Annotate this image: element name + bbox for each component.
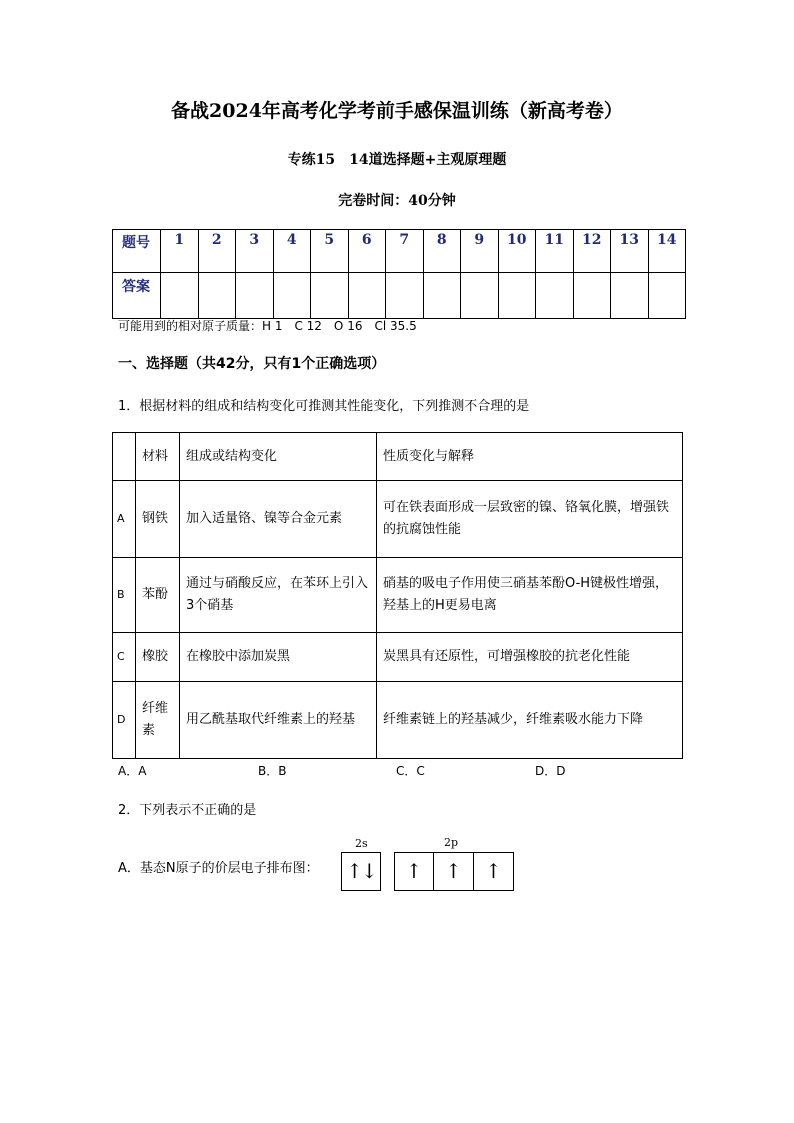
question-2-option-a: A．基态N原子的价层电子排布图： [118, 861, 319, 876]
row-property: 纤维素链上的羟基减少，纤维素吸水能力下降 [377, 682, 683, 759]
section-heading: 一、选择题（共42分，只有1个正确选项） [118, 356, 386, 372]
row-label: B [113, 558, 136, 633]
orbital-2p-label: 2p [444, 836, 459, 849]
answer-cell[interactable] [386, 273, 424, 319]
table-row [113, 481, 683, 558]
row-property: 炭黑具有还原性，可增强橡胶的抗老化性能 [377, 633, 683, 682]
question-number-cell: 10 [498, 230, 536, 273]
question-number-cell: 2 [198, 230, 236, 273]
table-header-row [113, 433, 683, 481]
row-label: C [113, 633, 136, 682]
question-number-cell: 6 [348, 230, 386, 273]
option-a[interactable]: A．A [118, 764, 147, 778]
option-d[interactable]: D．D [535, 764, 566, 778]
question-number-cell: 11 [536, 230, 574, 273]
header-cell-blank [113, 433, 136, 481]
row-change: 在橡胶中添加炭黑 [180, 633, 377, 682]
orbital-box-2s [341, 852, 381, 891]
question-number-cell: 4 [273, 230, 311, 273]
question-number-label: 题号 [113, 230, 161, 273]
question-2-stem: 2．下列表示不正确的是 [118, 803, 257, 818]
answer-cell[interactable] [423, 273, 461, 319]
row-label: A [113, 481, 136, 558]
page-subtitle: 专练15 14道选择题+主观原理题 [287, 152, 507, 168]
orbital-box-2p [394, 852, 434, 891]
answer-cell[interactable] [236, 273, 274, 319]
answer-cell[interactable] [273, 273, 311, 319]
header-cell-property: 性质变化与解释 [377, 433, 683, 481]
question-number-cell: 1 [161, 230, 199, 273]
row-property: 可在铁表面形成一层致密的镍、铬氧化膜，增强铁的抗腐蚀性能 [377, 481, 683, 558]
up-arrow-icon: ↑ [445, 859, 462, 883]
answer-cell[interactable] [611, 273, 649, 319]
answer-cell[interactable] [648, 273, 686, 319]
orbital-box-2p [473, 852, 514, 891]
table-row [113, 558, 683, 633]
answer-cell[interactable] [498, 273, 536, 319]
answer-label: 答案 [113, 273, 161, 319]
question-number-cell: 14 [648, 230, 686, 273]
orbital-2s-label: 2s [355, 837, 368, 850]
paired-arrows-icon: ↑↓ [346, 859, 376, 883]
up-arrow-icon: ↑ [405, 859, 423, 883]
question-number-cell: 8 [423, 230, 461, 273]
table-row [113, 682, 683, 759]
question-number-cell: 9 [461, 230, 499, 273]
question-number-cell: 13 [611, 230, 649, 273]
row-change: 用乙酰基取代纤维素上的羟基 [180, 682, 377, 759]
header-cell-material: 材料 [136, 433, 180, 481]
row-property: 硝基的吸电子作用使三硝基苯酚O-H键极性增强，羟基上的H更易电离 [377, 558, 683, 633]
table-row [113, 633, 683, 682]
answer-cell[interactable] [461, 273, 499, 319]
question-number-cell: 7 [386, 230, 424, 273]
row-change: 通过与硝酸反应，在苯环上引入3个硝基 [180, 558, 377, 633]
question-number-cell: 5 [311, 230, 349, 273]
answer-row [113, 273, 686, 319]
answer-cell[interactable] [161, 273, 199, 319]
up-arrow-icon: ↑ [485, 859, 502, 883]
question-1-stem: 1．根据材料的组成和结构变化可推测其性能变化，下列推测不合理的是 [118, 399, 530, 414]
answer-cell[interactable] [198, 273, 236, 319]
question-number-cell: 12 [573, 230, 611, 273]
question-number-row [113, 230, 686, 273]
answer-cell[interactable] [311, 273, 349, 319]
answer-cell[interactable] [573, 273, 611, 319]
orbital-box-2p [433, 852, 474, 891]
question-1-table [112, 432, 683, 759]
page-title: 备战2024年高考化学考前手感保温训练（新高考卷） [171, 100, 623, 122]
answer-cell[interactable] [348, 273, 386, 319]
option-c[interactable]: C．C [396, 764, 425, 778]
row-change: 加入适量铬、镍等合金元素 [180, 481, 377, 558]
row-label: D [113, 682, 136, 759]
row-material: 苯酚 [136, 558, 180, 633]
row-material: 橡胶 [136, 633, 180, 682]
answer-table [112, 229, 686, 319]
answer-cell[interactable] [536, 273, 574, 319]
question-number-cell: 3 [236, 230, 274, 273]
row-material: 钢铁 [136, 481, 180, 558]
header-cell-change: 组成或结构变化 [180, 433, 377, 481]
exam-time: 完卷时间：40分钟 [338, 193, 456, 209]
atomic-mass-note: 可能用到的相对原子质量：H 1 C 12 O 16 Cl 35.5 [118, 319, 417, 333]
row-material: 纤维素 [136, 682, 180, 759]
option-b[interactable]: B．B [258, 764, 287, 778]
